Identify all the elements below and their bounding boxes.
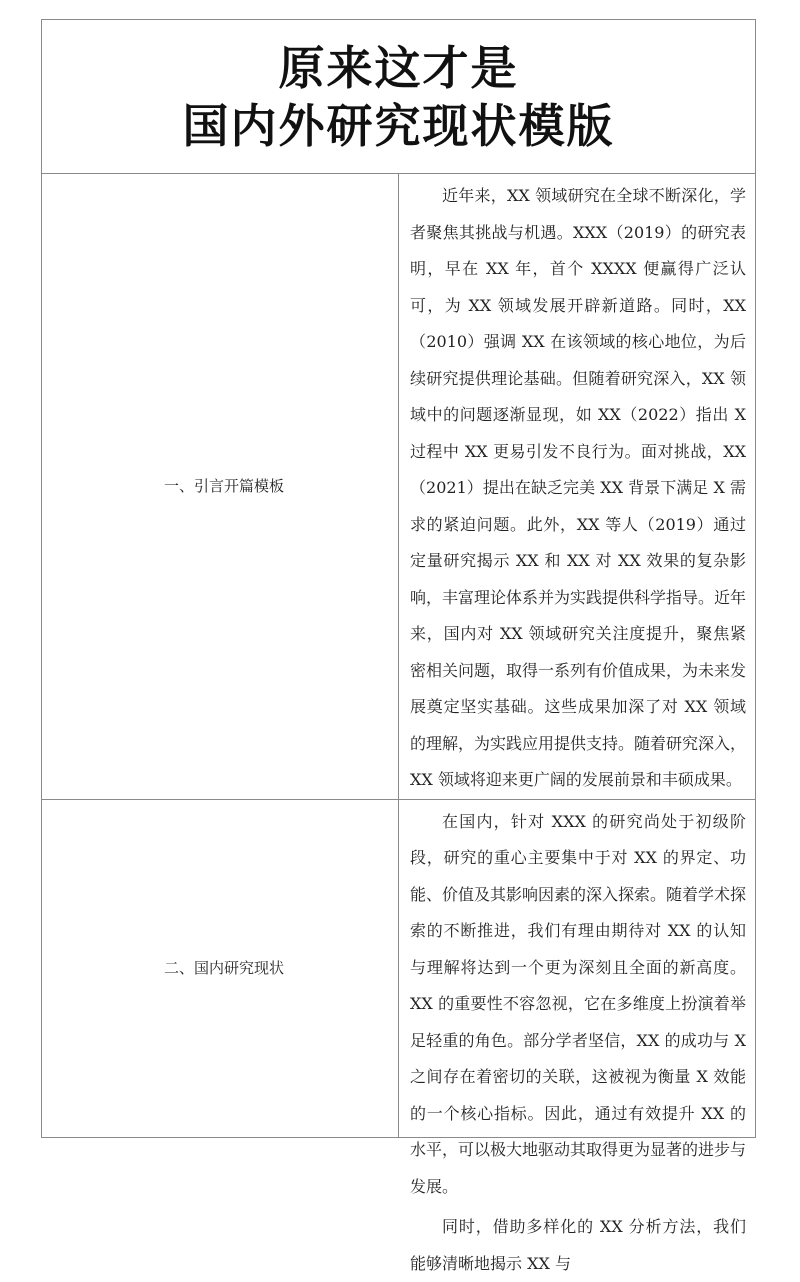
domestic-paragraph-1: 在国内，针对 XXX 的研究尚处于初级阶段，研究的重心主要集中于对 XX 的界定、功能、价值及其影响因素的深入探索。随着学术探索的不断推进，我们有理由期待对 XX 的认知与理解将达到一个更为深刻且全面的新高度。XX 的重要性不容忽视，它在多维度上扮演着举足轻重的角色。部分学者坚信，XX 的成功与 X 之间存在着密切的关联，这被视为衡量 X 效能的一个核心指标。因此，通过有效提升 XX 的水平，可以极大地驱动其取得更为显著的进步与发展。 — [410, 811, 747, 1196]
title-line-1: 原来这才是 — [278, 40, 519, 95]
title-line-2: 国内外研究现状模版 — [182, 98, 615, 153]
section-label-cell-domestic — [42, 799, 399, 1137]
research-status-table — [41, 19, 756, 1273]
section-body-cell-intro — [399, 174, 756, 800]
intro-paragraph: 近年来，XX 领域研究在全球不断深化，学者聚焦其挑战与机遇。XXX（2019）的研究表明，早在 XX 年，首个 XXXX 便赢得广泛认可，为 XX 领域发展开辟新道路。同时，XX（2010）强调 XX 在该领域的核心地位，为后续研究提供理论基础。但随着研究深入，XX 领域中的问题逐渐显现，如 XX（2022）指出 X 过程中 XX 更易引发不良行为。面对挑战，XX（2021）提出在缺乏完美 XX 背景下满足 X 需求的紧迫问题。此外，XX 等人（2019）通过定量研究揭示 XX 和 XX 对 XX 效果的复杂影响，丰富理论体系并为实践提供科学指导。近年来，国内对 XX 领域研究关注度提升，聚焦紧密相关问题，取得一系列有价值成果，为未来发展奠定坚实基础。这些成果加深了对 XX 领域的理解，为实践应用提供支持。随着研究深入，XX 领域将迎来更广阔的发展前景和丰硕成果。 — [410, 186, 747, 789]
section-label-cell-intro — [42, 174, 399, 800]
domestic-body-clip — [399, 800, 755, 1273]
title-cell — [42, 20, 756, 174]
section-body-cell-domestic — [399, 799, 756, 1273]
section-label-domestic: 二、国内研究现状 — [163, 959, 284, 977]
domestic-paragraph-2: 同时，借助多样化的 XX 分析方法，我们能够清晰地揭示 XX 与 — [410, 1217, 746, 1273]
section-label-intro: 一、引言开篇模板 — [163, 477, 284, 496]
